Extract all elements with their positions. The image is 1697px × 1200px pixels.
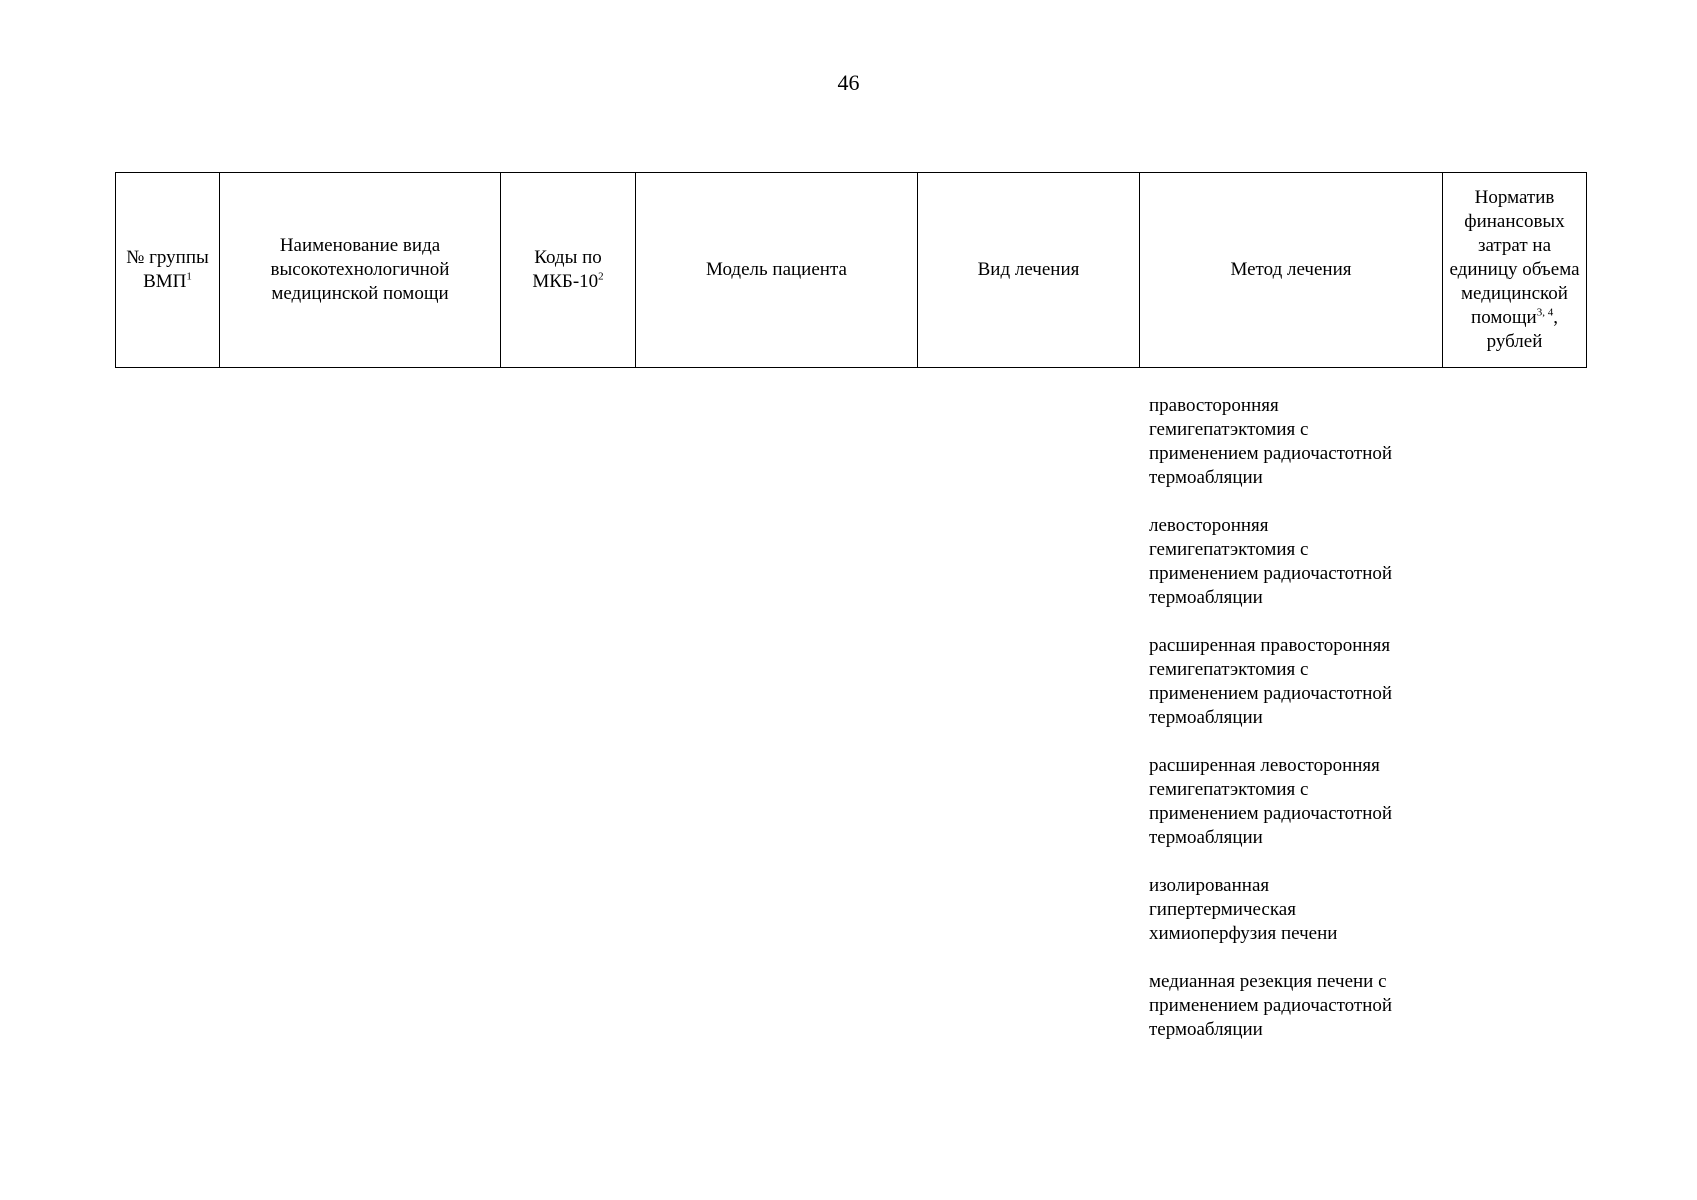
page-number: 46 bbox=[837, 70, 860, 95]
header-treatment-type: Вид лечения bbox=[918, 173, 1140, 368]
treatment-method-list bbox=[1149, 394, 1449, 1066]
footnote-3-4-marker: 3, 4 bbox=[1536, 306, 1554, 319]
footnote-2-marker: 2 bbox=[598, 270, 604, 283]
table-header bbox=[115, 172, 1587, 368]
header-group-no-text: № группы ВМП bbox=[126, 247, 209, 292]
header-cost-norm-text: Норматив финансовых затрат на единицу объема медицинской помощи bbox=[1449, 187, 1580, 328]
header-care-type-name: Наименование вида высокотехнологичной медицинской помощи bbox=[220, 173, 501, 368]
header-cost-norm bbox=[1443, 173, 1587, 368]
header-icd-codes bbox=[501, 173, 636, 368]
header-group-no bbox=[116, 173, 220, 368]
treatment-method-item: медианная резекция печени с применением радиочастотной термоабляции bbox=[1149, 971, 1393, 1040]
header-icd-codes-text: Коды по МКБ-10 bbox=[532, 247, 602, 292]
treatment-method-item: правосторонняя гемигепатэктомия с применением радиочастотной термоабляции bbox=[1149, 395, 1393, 488]
header-patient-model: Модель пациента bbox=[636, 173, 918, 368]
treatment-method-item: расширенная правосторонняя гемигепатэктомия с применением радиочастотной термоабляции bbox=[1149, 635, 1393, 728]
footnote-1-marker: 1 bbox=[186, 270, 192, 283]
treatment-method-item: изолированная гипертермическая химиоперфузия печени bbox=[1149, 875, 1338, 944]
header-treatment-method: Метод лечения bbox=[1140, 173, 1443, 368]
treatment-method-item: левосторонняя гемигепатэктомия с применением радиочастотной термоабляции bbox=[1149, 515, 1393, 608]
header-cost-norm-unit: , рублей bbox=[1486, 307, 1558, 352]
treatment-method-item: расширенная левосторонняя гемигепатэктомия с применением радиочастотной термоабляции bbox=[1149, 755, 1393, 848]
